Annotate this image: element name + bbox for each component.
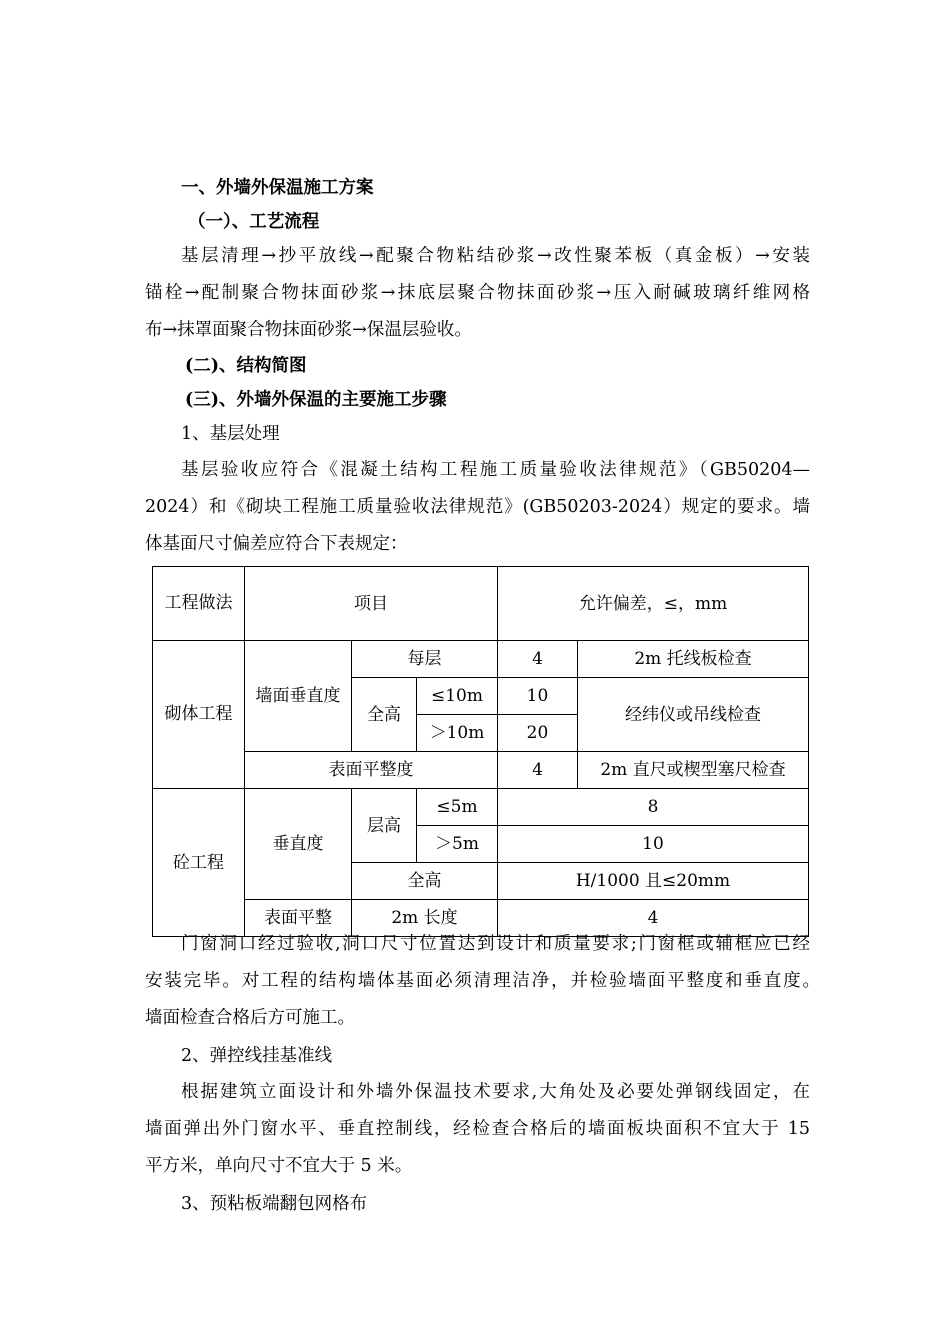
cell-concrete: 砼工程 xyxy=(153,789,245,937)
step2-para-line-3: 平方米，单向尺寸不宜大于 5 米。 xyxy=(145,1156,413,1176)
subsection-heading-steps: (三)、外墙外保温的主要施工步骤 xyxy=(185,390,447,410)
cell-wall-vertical: 墙面垂直度 xyxy=(245,641,352,752)
cell-concrete-surface-value: 4 xyxy=(498,900,809,937)
cell-surface-flat: 表面平整度 xyxy=(245,752,498,789)
step1-para-line-3: 体基面尺寸偏差应符合下表规定： xyxy=(145,534,408,554)
cell-le10-value: 10 xyxy=(498,678,578,715)
cell-per-floor-check: 2m 托线板检查 xyxy=(578,641,809,678)
cell-le5-value: 8 xyxy=(498,789,809,826)
subsection-heading-process: （一）、工艺流程 xyxy=(188,212,320,232)
cell-gt5: ＞5m xyxy=(417,826,498,863)
after-table-line-3: 墙面检查合格后方可施工。 xyxy=(145,1008,355,1028)
cell-gt10-value: 20 xyxy=(498,715,578,752)
step2-title: 2、弹控线挂基准线 xyxy=(181,1046,333,1066)
cell-gt10: ＞10m xyxy=(417,715,498,752)
cell-full-height: 全高 xyxy=(352,678,417,752)
subsection-heading-structure: (二)、结构简图 xyxy=(185,356,307,376)
after-table-line-1: 门窗洞口经过验收,洞口尺寸位置达到设计和质量要求;门窗框或辅框应已经 xyxy=(181,934,810,954)
step2-para-line-2: 墙面弹出外门窗水平、垂直控制线，经检查合格后的墙面板块面积不宜大于 15 xyxy=(145,1119,810,1139)
cell-verticality: 垂直度 xyxy=(245,789,352,900)
cell-surface-flat-check: 2m 直尺或楔型塞尺检查 xyxy=(578,752,809,789)
step1-title: 1、基层处理 xyxy=(181,424,280,444)
process-text-line-2: 锚栓→配制聚合物抹面砂浆→抹底层聚合物抹面砂浆→压入耐碱玻璃纤维网格 xyxy=(145,283,810,303)
header-method: 工程做法 xyxy=(153,567,245,641)
cell-surface-flat-value: 4 xyxy=(498,752,578,789)
header-tolerance: 允许偏差，≤，mm xyxy=(498,567,809,641)
cell-gt5-value: 10 xyxy=(498,826,809,863)
process-text-line-1: 基层清理→抄平放线→配聚合物粘结砂浆→改性聚苯板（真金板）→安装 xyxy=(181,246,810,266)
cell-concrete-full-height: 全高 xyxy=(352,863,498,900)
cell-per-floor: 每层 xyxy=(352,641,498,678)
cell-floor-height: 层高 xyxy=(352,789,417,863)
step3-title: 3、预粘板端翻包网格布 xyxy=(181,1194,368,1214)
cell-le10: ≤10m xyxy=(417,678,498,715)
cell-masonry: 砌体工程 xyxy=(153,641,245,789)
after-table-line-2: 安装完毕。对工程的结构墙体基面必须清理洁净，并检验墙面平整度和垂直度。 xyxy=(145,971,820,991)
cell-per-floor-value: 4 xyxy=(498,641,578,678)
step1-para-line-2: 2024）和《砌块工程施工质量验收法律规范》(GB50203-2024）规定的要求。墙 xyxy=(145,497,810,517)
cell-concrete-full-height-value: H/1000 且≤20mm xyxy=(498,863,809,900)
header-item: 项目 xyxy=(245,567,498,641)
section-heading: 一、外墙外保温施工方案 xyxy=(181,178,374,198)
tolerance-table xyxy=(152,566,809,937)
cell-concrete-surface: 表面平整 xyxy=(245,900,352,937)
cell-le5: ≤5m xyxy=(417,789,498,826)
cell-concrete-surface-length: 2m 长度 xyxy=(352,900,498,937)
cell-theodolite-check: 经纬仪或吊线检查 xyxy=(578,678,809,752)
step1-para-line-1: 基层验收应符合《混凝土结构工程施工质量验收法律规范》（GB50204— xyxy=(181,460,810,480)
process-text-line-3: 布→抹罩面聚合物抹面砂浆→保温层验收。 xyxy=(145,320,472,340)
step2-para-line-1: 根据建筑立面设计和外墙外保温技术要求,大角处及必要处弹钢线固定，在 xyxy=(181,1082,810,1102)
